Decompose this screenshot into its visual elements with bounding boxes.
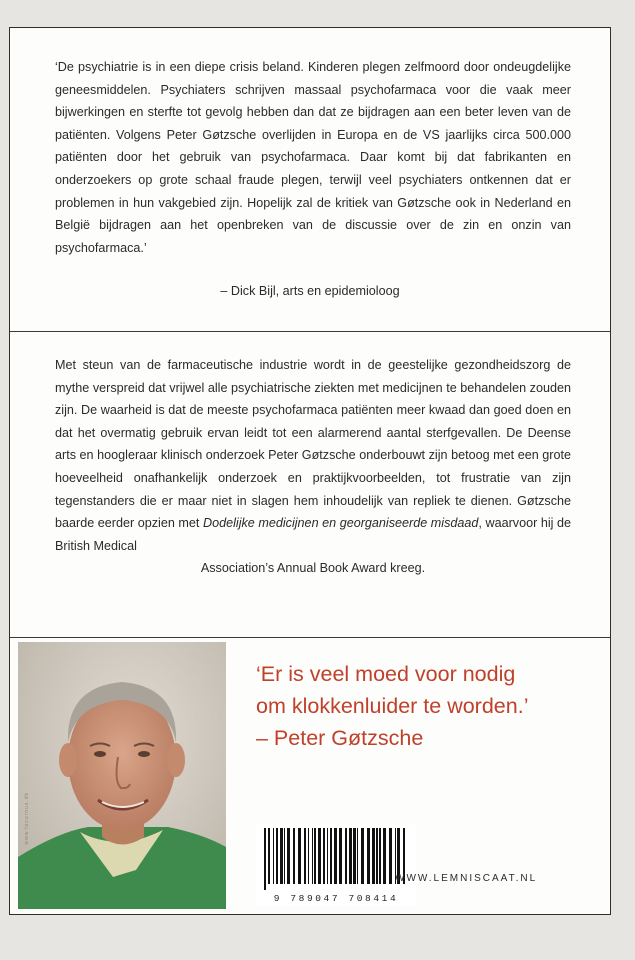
barcode-bar [383, 828, 386, 884]
author-section [10, 638, 610, 914]
barcode-bar [334, 828, 337, 884]
barcode-bar [276, 828, 278, 884]
pull-quote-line-1: ‘Er is veel moed voor nodig [256, 662, 516, 686]
barcode-bar [345, 828, 347, 884]
barcode-bar [293, 828, 295, 884]
photo-credit: www.locurnus.dk [24, 792, 30, 845]
isbn-barcode [256, 824, 416, 906]
endorsement-quote: ‘De psychiatrie is in een diepe crisis beland. Kinderen plegen zelfmoord door ondeugdelijke geneesmiddelen. Psychiaters schrijven massaal psychofarmaca voor die vaak meer bijwerkingen en sterfte tot gevolg hebben dan dat ze bijdragen aan een beter leven van de patiënten. Volgens Peter Gøtzsche overlijden in Europa en de VS jaarlijks circa 500.000 patiënten door het gebruik van psychofarmaca. Daar komt bij dat fabrikanten en onderzoekers op grote schaal fraude plegen, terwijl veel psychiaters ontkennen dat er problemen in hun vakgebied zijn. Hopelijk zal de kritiek van Gøtzsche ook in Nederland en België bijdragen aan het openbreken van de discussie over de zin en onzin van psychofarmaca.’ [55, 60, 571, 255]
barcode-bar [372, 828, 375, 884]
barcode-bar [353, 828, 356, 884]
barcode-bar [357, 828, 358, 884]
barcode-bar [287, 828, 290, 884]
barcode-bar [361, 828, 364, 884]
barcode-bar [379, 828, 381, 884]
endorsement-attribution: – Dick Bijl, arts en epidemioloog [220, 284, 400, 298]
barcode-bar [349, 828, 352, 884]
blurb-main: Met steun van de farmaceutische industrie wordt in de geestelijke gezondheidszorg de mythe verspreid dat vrijwel alle psychiatrische ziekten met medicijnen te behandelen zouden zijn. De waarheid is dat de meeste psychofarmaca patiënten meer kwaad dan goed doen en dat het overmatig gebruik ervan leidt tot een alarmerend aantal sterfgevallen. De Deense arts en hoogleraar klinisch onderzoek Peter Gøtzsche onderbouwt zijn betoog met een grote hoeveelheid onafhankelijk onderzoek en praktijkvoorbeelden, tot frustratie van zijn tegenstanders die er maar niet in slagen hem inhoudelijk van repliek te dienen. Gøtzsche baarde eerder opzien met [55, 358, 571, 531]
barcode-bar [284, 828, 285, 884]
barcode-bar [268, 828, 270, 884]
book-description [55, 354, 571, 580]
barcode-bar [318, 828, 321, 884]
isbn-number: 9 789047 708414 [273, 893, 399, 904]
blurb-section [10, 332, 610, 638]
barcode-bar [312, 828, 313, 884]
publisher-website: WWW.LEMNISCAAT.NL [395, 873, 538, 884]
barcode-bar [304, 828, 306, 884]
pull-quote-line-2: om klokkenluider te worden.’ [256, 694, 529, 718]
barcode-bar [367, 828, 370, 884]
barcode-bar [298, 828, 301, 884]
barcode-bar [339, 828, 342, 884]
barcode-bar [389, 828, 392, 884]
barcode-bar [308, 828, 309, 884]
barcode-bar [273, 828, 274, 884]
barcode-bar [330, 828, 332, 884]
blurb-after-title: , waarvoor hij de British Medical [55, 516, 572, 553]
barcode-bar [280, 828, 283, 884]
blurb-last-line: Association’s Annual Book Award kreeg. [200, 561, 426, 576]
barcode-bar [314, 828, 316, 884]
author-photo [18, 642, 226, 909]
author-pull-quote [256, 658, 606, 754]
barcode-bar [323, 828, 325, 884]
previous-book-title: Dodelijke medicijnen en georganiseerde misdaad [203, 516, 479, 531]
pull-quote-author: – Peter Gøtzsche [256, 726, 424, 750]
endorsement-section [10, 28, 610, 332]
back-cover [9, 27, 611, 915]
barcode-bar [376, 828, 378, 884]
barcode-bar [264, 828, 266, 890]
barcode-bar [327, 828, 328, 884]
